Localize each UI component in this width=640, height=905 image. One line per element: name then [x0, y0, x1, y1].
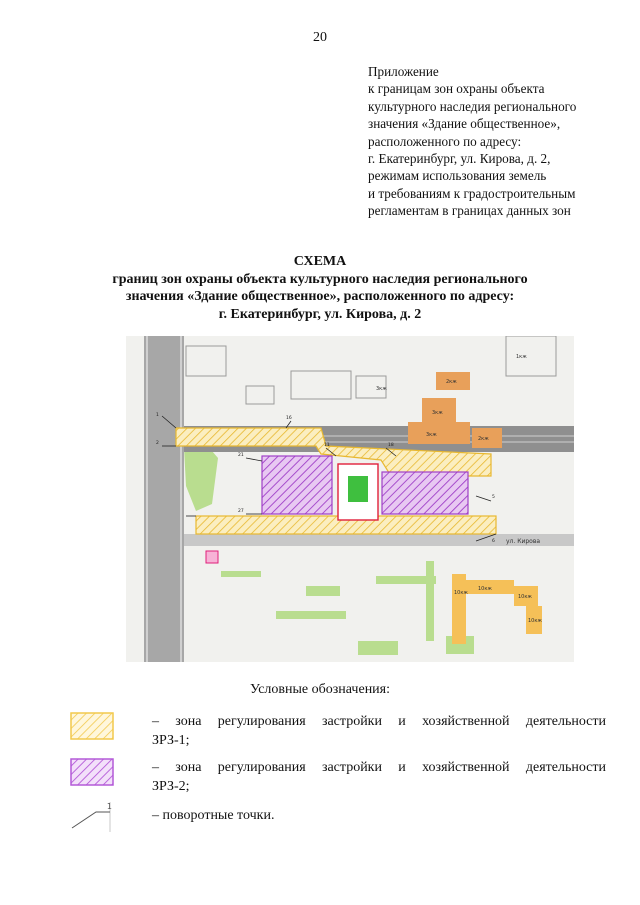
- legend-text-line: ЗРЗ-1;: [152, 733, 190, 748]
- svg-text:27: 27: [238, 509, 244, 514]
- title-line: границ зон охраны объекта культурного наследия регионального: [112, 271, 528, 287]
- svg-text:21: 21: [238, 453, 244, 458]
- appendix-line: регламентам в границах данных зон: [368, 203, 571, 219]
- appendix-line: г. Екатеринбург, ул. Кирова, д. 2,: [368, 151, 551, 167]
- object-area: [338, 464, 378, 520]
- svg-text:6: 6: [492, 539, 495, 544]
- svg-text:2: 2: [156, 441, 159, 446]
- appendix-line: культурного наследия регионального: [368, 98, 577, 114]
- turning-point-icon: [70, 800, 114, 834]
- legend-text-line: – зона регулирования застройки и хозяйственной деятельности: [152, 760, 606, 775]
- document-title: [40, 253, 600, 323]
- svg-text:3кж: 3кж: [376, 386, 387, 392]
- svg-text:3кж: 3кж: [426, 432, 437, 438]
- legend-text-line: ЗРЗ-2;: [152, 779, 190, 794]
- appendix-block: [368, 63, 630, 220]
- legend-heading: Условные обозначения:: [249, 682, 391, 697]
- title-line: значения «Здание общественное», расположенного по адресу:: [125, 289, 515, 304]
- scheme-map: [126, 336, 574, 662]
- appendix-line: режимам использования земель: [368, 168, 547, 184]
- page-number: 20: [313, 30, 327, 45]
- svg-text:1кж: 1кж: [516, 354, 527, 360]
- svg-text:2кж: 2кж: [478, 436, 489, 442]
- svg-text:1: 1: [156, 413, 159, 418]
- svg-text:2кж: 2кж: [446, 379, 457, 385]
- street-label: ул. Кирова: [506, 538, 541, 545]
- legend-text-line: – зона регулирования застройки и хозяйственной деятельности: [152, 714, 606, 729]
- svg-text:10кж: 10кж: [478, 586, 492, 592]
- svg-text:11: 11: [324, 443, 330, 448]
- svg-text:5: 5: [492, 495, 495, 500]
- svg-text:10кж: 10кж: [528, 618, 542, 624]
- appendix-line: значения «Здание общественное»,: [368, 116, 561, 132]
- appendix-line: к границам зон охраны объекта: [368, 81, 545, 97]
- zrz2-swatch-icon: [70, 758, 114, 786]
- appendix-line: расположенного по адресу:: [368, 133, 522, 149]
- appendix-line: и требованиям к градостроительным: [368, 185, 576, 201]
- turning-point-label: 1: [106, 802, 112, 811]
- title-line: г. Екатеринбург, ул. Кирова, д. 2: [218, 306, 422, 322]
- appendix-line: Приложение: [368, 64, 439, 79]
- title-heading: СХЕМА: [293, 254, 347, 269]
- svg-text:16: 16: [286, 416, 292, 421]
- svg-text:10кж: 10кж: [454, 590, 468, 596]
- legend-text-line: – поворотные точки.: [152, 808, 275, 823]
- svg-text:10кж: 10кж: [518, 594, 532, 600]
- svg-text:3кж: 3кж: [432, 410, 443, 416]
- svg-text:18: 18: [388, 443, 394, 448]
- zrz1-swatch-icon: [70, 712, 114, 740]
